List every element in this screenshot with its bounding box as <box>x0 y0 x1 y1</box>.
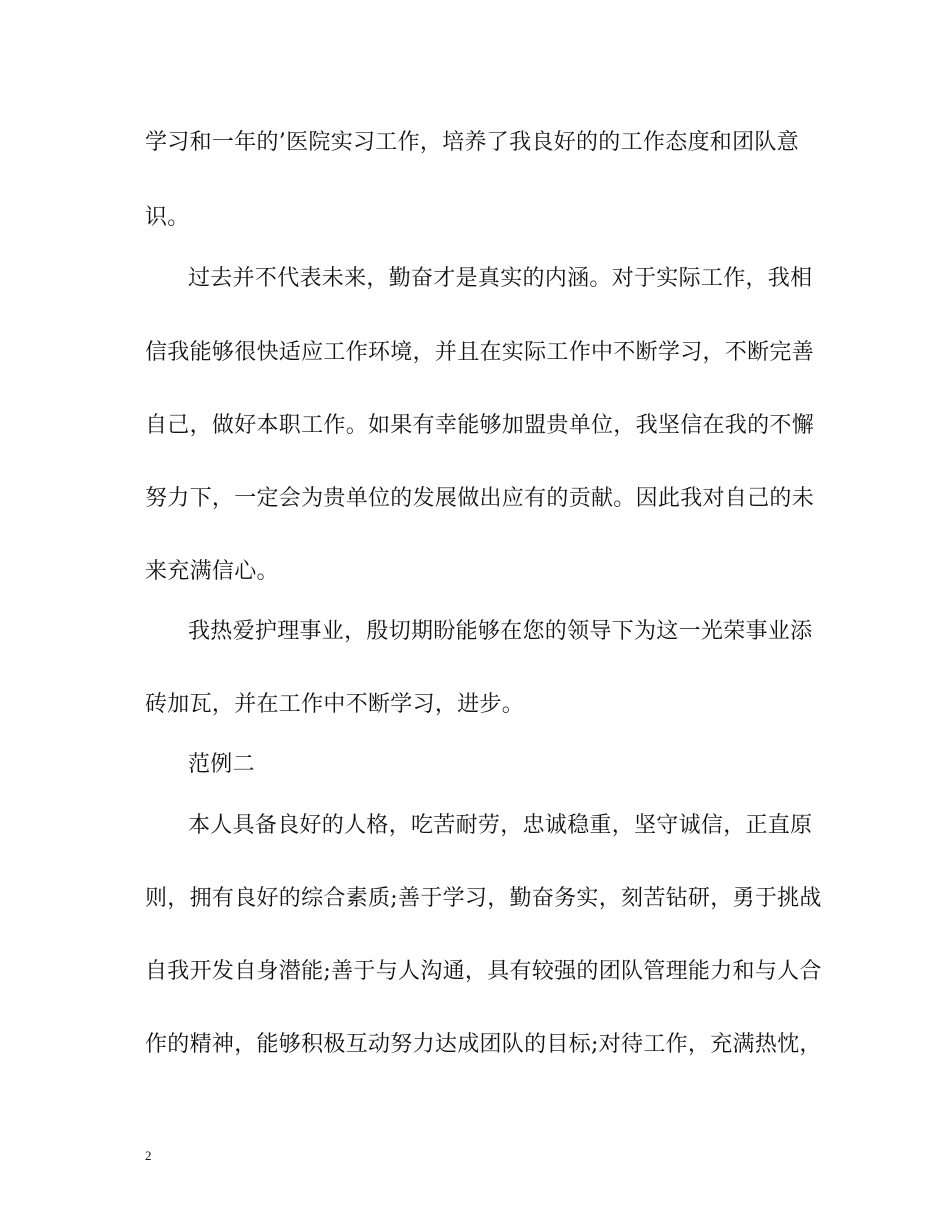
paragraph-start-line: 本人具备良好的人格，吃苦耐劳，忠诚稳重，坚守诚信，正直原 <box>188 813 813 838</box>
text-line: 识。 <box>145 205 190 230</box>
page-number: 2 <box>145 1148 152 1163</box>
text-line: 来充满信心。 <box>145 559 279 584</box>
text-line: 学习和一年的’医院实习工作，培养了我良好的的工作态度和团队意 <box>145 130 799 155</box>
text-line: 砖加瓦，并在工作中不断学习，进步。 <box>145 692 525 717</box>
paragraph-start-line: 我热爱护理事业，殷切期盼能够在您的领导下为这一光荣事业添 <box>188 619 813 644</box>
text-line: 努力下，一定会为贵单位的发展做出应有的贡献。因此我对自己的未 <box>145 486 815 511</box>
section-heading: 范例二 <box>188 752 255 777</box>
text-line: 作的精神，能够积极互动努力达成团队的目标;对待工作，充满热忱， <box>145 1032 822 1057</box>
paragraph-start-line: 过去并不代表未来，勤奋才是真实的内涵。对于实际工作，我相 <box>188 266 813 291</box>
text-line: 则，拥有良好的综合素质;善于学习，勤奋务实，刻苦钻研，勇于挑战 <box>145 886 822 911</box>
text-line: 自己，做好本职工作。如果有幸能够加盟贵单位，我坚信在我的不懈 <box>145 413 815 438</box>
text-line: 自我开发自身潜能;善于与人沟通，具有较强的团队管理能力和与人合 <box>145 959 822 984</box>
text-line: 信我能够很快适应工作环境，并且在实际工作中不断学习，不断完善 <box>145 340 815 365</box>
